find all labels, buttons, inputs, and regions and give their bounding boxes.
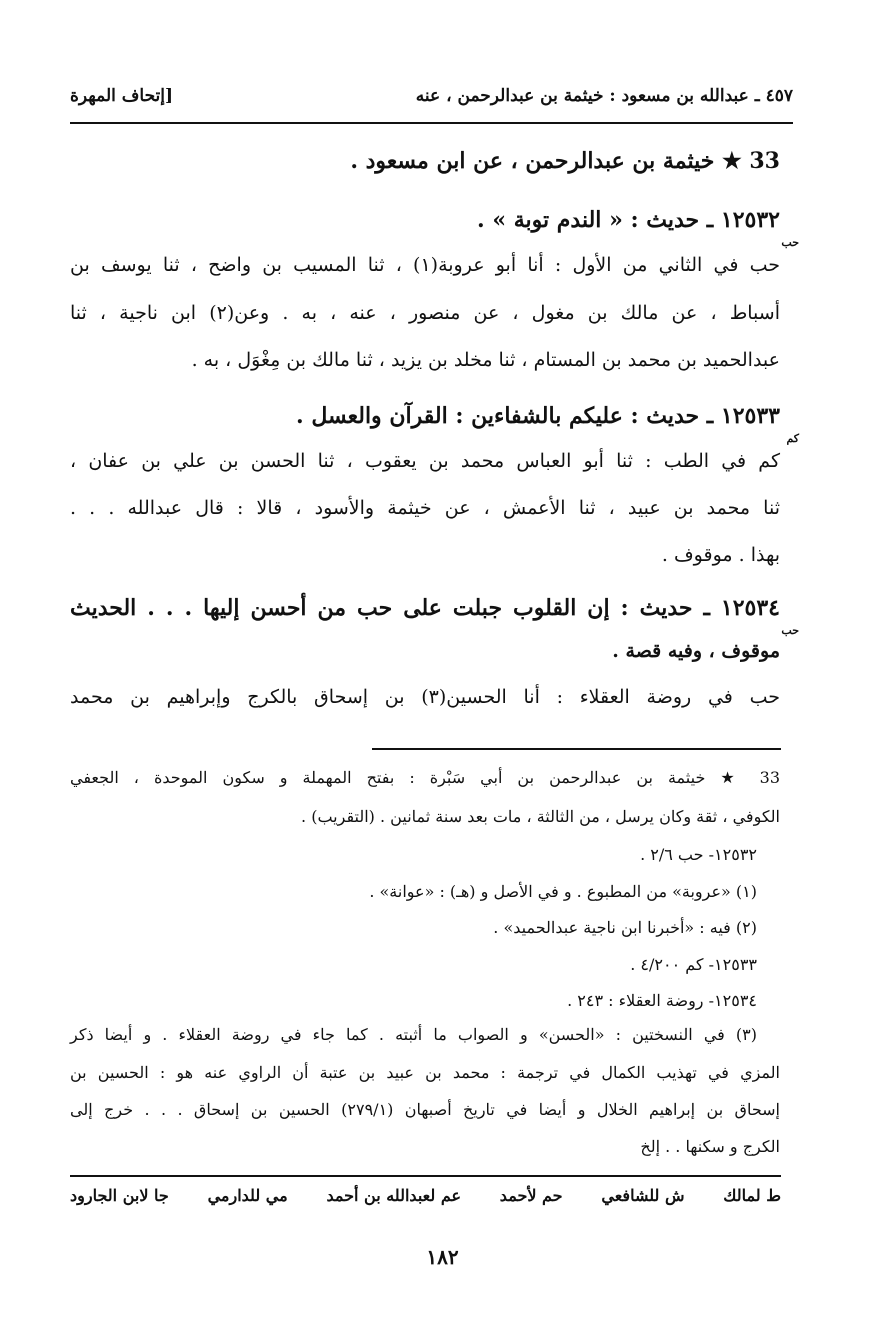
sigla-item: ش للشافعي [601,1186,685,1205]
footnote-line: الكرج و سكنها . . إلخ [640,1137,780,1156]
hadith-12534-marker: حب [781,624,799,637]
sigla-separator-rule [70,1175,781,1177]
footnote-line: (١) «عروبة» من المطبوع . و في الأصل و (هـ) : «عوانة» . [369,882,757,901]
hadith-12533-line-2: ثنا محمد بن عبيد ، ثنا الأعمش ، عن خيثمة والأسود ، قالا : قال عبدالله . . . [70,497,780,519]
hadith-12532-marker: حب [781,236,799,249]
footnote-line: ١٢٥٣٣- كم ٤/٢٠٠ . [630,955,757,974]
hadith-12532-title: ١٢٥٣٢ ـ حديث : « الندم توبة » . [477,207,780,233]
sigla-item: مي للدارمي [207,1186,288,1205]
footnote-separator-rule [372,748,781,750]
footnote-line: الكوفي ، ثقة وكان يرسل ، من الثالثة ، مات بعد سنة ثمانين . (التقريب) . [301,807,780,826]
sigla-legend [70,1186,781,1205]
footnote-line: إسحاق بن إبراهيم الخلال و أيضا في تاريخ أصبهان (٢٧٩/١) الحسين بن إسحاق . . . خرج إلى [70,1100,781,1119]
sigla-item: حم لأحمد [499,1186,563,1205]
footnote-line: 33 ★ خيثمة بن عبدالرحمن بن أبي سَبْرة : بفتح المهملة و سكون الموحدة ، الجعفي [70,768,780,787]
hadith-12533-marker: كم [786,432,799,445]
sigla-item: جا لابن الجارود [70,1186,169,1205]
hadith-12533-line-1: كم في الطب : ثنا أبو العباس محمد بن يعقوب ، ثنا الحسن بن علي بن عفان ، [70,450,780,472]
hadith-12532-line-3: عبدالحميد بن محمد بن المستام ، ثنا مخلد بن يزيد ، ثنا مالك بن مِغْوَل ، به . [191,349,780,371]
hadith-12534-line-2: حب في روضة العقلاء : أنا الحسين(٣) بن إسحاق بالكرج وإبراهيم بن محمد [70,686,780,708]
header-rule [70,122,793,124]
hadith-12533-title: ١٢٥٣٣ ـ حديث : عليكم بالشفاءين : القرآن والعسل . [296,403,780,429]
footnote-line: (٣) في النسختين : «الحسن» و الصواب ما أثبته . كما جاء في روضة العقلاء . و أيضا ذكر [70,1025,757,1044]
hadith-12532-line-2: أسباط ، عن مالك بن مغول ، عن منصور ، عنه ، به . وعن(٢) ابن ناجية ، ثنا [70,302,780,324]
hadith-12533-line-3: بهذا . موقوف . [661,544,780,566]
running-header-chapter: ٤٥٧ ـ عبدالله بن مسعود : خيثمة بن عبدالرحمن ، عنه [415,86,793,106]
footnote-line: المزي في تهذيب الكمال في ترجمة : محمد بن عبيد بن عتبة أن الراوي عنه هو : الحسين بن [70,1063,780,1082]
hadith-12534-title: ١٢٥٣٤ ـ حديث : إن القلوب جبلت على حب من أحسن إليها . . . الحديث [70,595,780,621]
footnote-line: ١٢٥٣٤- روضة العقلاء : ٢٤٣ . [567,991,757,1010]
page-number: ١٨٢ [426,1245,459,1269]
running-header-book-title: [إتحاف المهرة [70,86,174,106]
footnote-line: (٢) فيه : «أخبرنا ابن ناجية عبدالحميد» . [493,918,757,937]
sigla-item: عم لعبدالله بن أحمد [326,1186,462,1205]
section-title: 33 ★ خيثمة بن عبدالرحمن ، عن ابن مسعود . [350,148,780,174]
footnote-line: ١٢٥٣٢- حب ٢/٦ . [640,845,757,864]
hadith-12534-line-1: موقوف ، وفيه قصة . [612,640,780,662]
hadith-12532-line-1: حب في الثاني من الأول : أنا أبو عروبة(١) ، ثنا المسيب بن واضح ، ثنا يوسف بن [70,254,780,276]
sigla-item: ط لمالك [723,1186,781,1205]
